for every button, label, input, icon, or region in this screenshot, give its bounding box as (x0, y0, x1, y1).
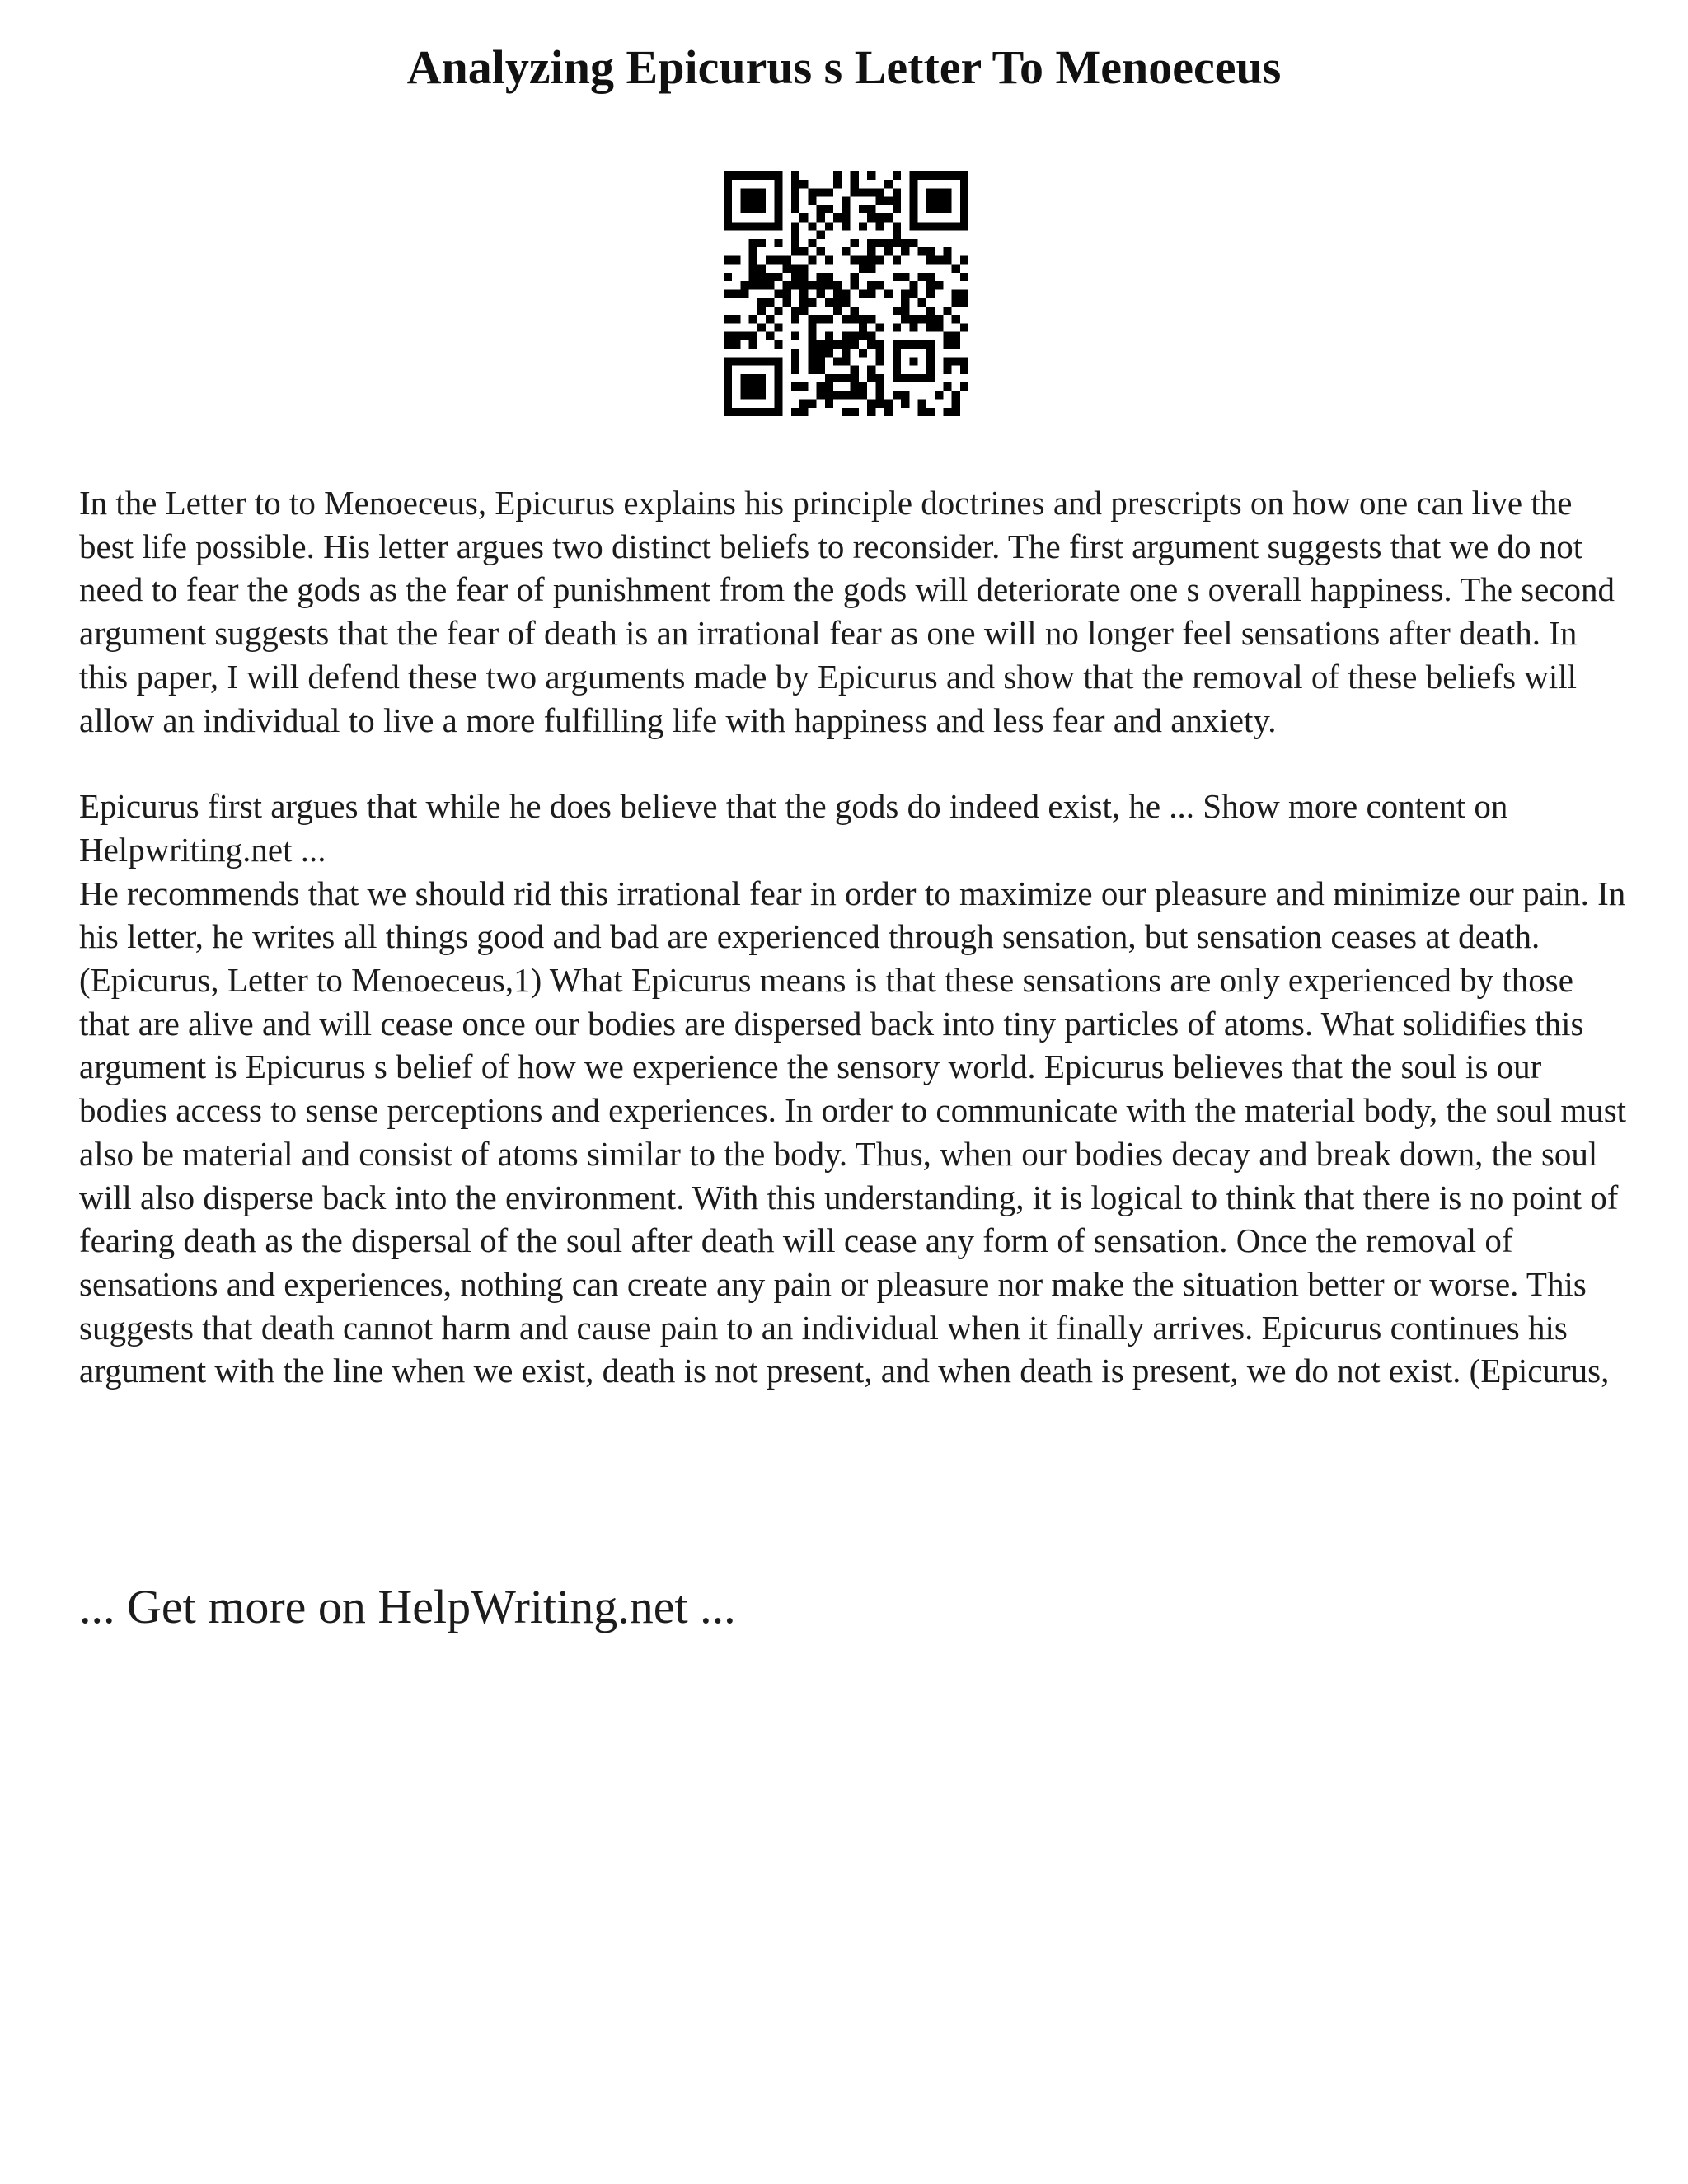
paragraph-teaser: Epicurus first argues that while he does believe that the gods do indeed exist, he ... Show more content on Helpwriting.net ... (79, 787, 1508, 869)
paragraph-argument: He recommends that we should rid this irrational fear in order to maximize our pleasure and minimize our pain. In his letter, he writes all things good and bad are experienced through sensation, but sensation ceases at death. (Epicurus, Letter to Menoeceus,1) What Epicurus means is that these sensations are only experienced by those that are alive and will cease once our bodies are dispersed back into tiny particles of atoms. What solidifies this argument is Epicurus s belief of how we experience the sensory world. Epicurus believes that the soul is our bodies access to sense perceptions and experiences. In order to communicate with the material body, the soul must also be material and consist of atoms similar to the body. Thus, when our bodies decay and break down, the soul will also disperse back into the environment. With this understanding, it is logical to think that there is no point of fearing death as the dispersal of the soul after death will cease any form of sensation. Once the removal of sensations and experiences, nothing can create any pain or pleasure nor make the situation better or worse. This suggests that death cannot harm and cause pain to an individual when it finally arrives. Epicurus continues his argument with the line when we exist, death is not present, and when death is present, we do not exist. (Epicurus, (79, 874, 1627, 1390)
document-body (79, 481, 1629, 1393)
paragraph-intro: In the Letter to to Menoeceus, Epicurus explains his principle doctrines and prescripts on how one can live the best life possible. His letter argues two distinct beliefs to reconsider. The first argument suggests that we do not need to fear the gods as the fear of punishment from the gods will deteriorate one s overall happiness. The second argument suggests that the fear of death is an irrational fear as one will no longer feel sensations after death. In this paper, I will defend these two arguments made by Epicurus and show that the removal of these beliefs will allow an individual to live a more fulfilling life with happiness and less fear and anxiety. (79, 484, 1615, 739)
document-title: Analyzing Epicurus s Letter To Menoeceus (406, 40, 1282, 94)
get-more-link[interactable]: ... Get more on HelpWriting.net ... (79, 1580, 736, 1633)
qr-code-icon (724, 171, 968, 416)
paragraph-gap (79, 742, 1629, 785)
